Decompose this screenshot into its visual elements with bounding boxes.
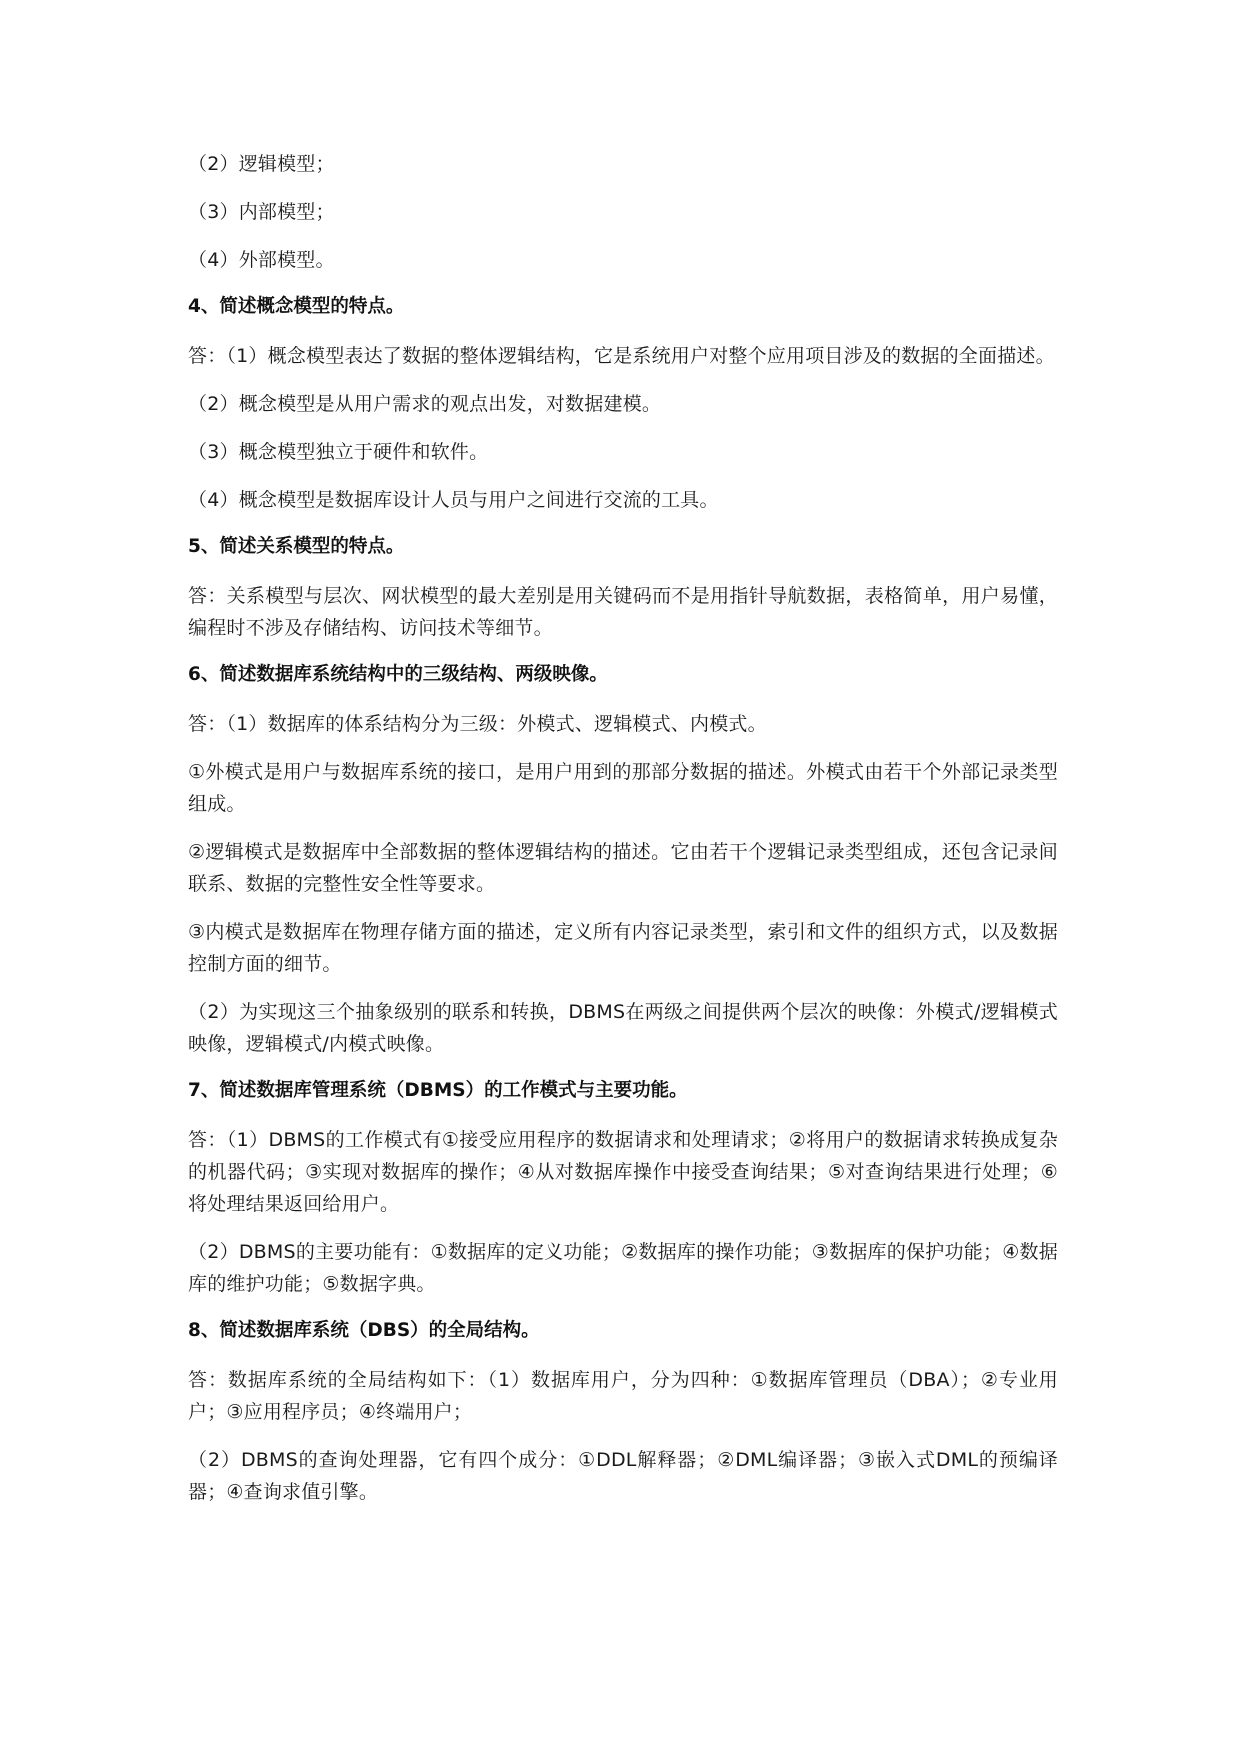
question-heading: 7、简述数据库管理系统（DBMS）的工作模式与主要功能。 [188, 1080, 688, 1101]
answer-paragraph: （2）DBMS的主要功能有：①数据库的定义功能；②数据库的操作功能；③数据库的保护功能；④数据库的维护功能；⑤数据字典。 [188, 1241, 1058, 1295]
list-item: （4）外部模型。 [188, 249, 335, 271]
question-heading: 4、简述概念模型的特点。 [188, 296, 405, 317]
answer-paragraph: 答：（1）概念模型表达了数据的整体逻辑结构，它是系统用户对整个应用项目涉及的数据的全面描述。 [188, 345, 1055, 367]
list-item: （2）逻辑模型； [188, 153, 335, 175]
answer-paragraph: （4）概念模型是数据库设计人员与用户之间进行交流的工具。 [188, 489, 719, 511]
answer-paragraph: ①外模式是用户与数据库系统的接口，是用户用到的那部分数据的描述。外模式由若干个外部记录类型组成。 [188, 761, 1058, 815]
answer-paragraph: （3）概念模型独立于硬件和软件。 [188, 441, 489, 463]
answer-paragraph: 答：关系模型与层次、网状模型的最大差别是用关键码而不是用指针导航数据，表格简单，用户易懂，编程时不涉及存储结构、访问技术等细节。 [188, 585, 1058, 639]
question-heading: 8、简述数据库系统（DBS）的全局结构。 [188, 1320, 540, 1341]
answer-paragraph: （2）概念模型是从用户需求的观点出发，对数据建模。 [188, 393, 662, 415]
answer-paragraph: （2）为实现这三个抽象级别的联系和转换，DBMS在两级之间提供两个层次的映像：外模式/逻辑模式映像，逻辑模式/内模式映像。 [188, 1001, 1058, 1055]
document-page [188, 148, 1058, 1524]
list-item: （3）内部模型； [188, 201, 335, 223]
question-heading: 5、简述关系模型的特点。 [188, 536, 405, 557]
answer-paragraph: 答：数据库系统的全局结构如下：（1）数据库用户，分为四种：①数据库管理员（DBA）；②专业用户；③应用程序员；④终端用户； [188, 1369, 1058, 1423]
answer-paragraph: （2）DBMS的查询处理器，它有四个成分：①DDL解释器；②DML编译器；③嵌入式DML的预编译器；④查询求值引擎。 [188, 1449, 1058, 1503]
answer-paragraph: 答：（1）数据库的体系结构分为三级：外模式、逻辑模式、内模式。 [188, 713, 767, 735]
answer-paragraph: ③内模式是数据库在物理存储方面的描述，定义所有内容记录类型，索引和文件的组织方式，以及数据控制方面的细节。 [188, 921, 1058, 975]
question-heading: 6、简述数据库系统结构中的三级结构、两级映像。 [188, 664, 608, 685]
answer-paragraph: 答：（1）DBMS的工作模式有①接受应用程序的数据请求和处理请求；②将用户的数据请求转换成复杂的机器代码；③实现对数据库的操作；④从对数据库操作中接受查询结果；⑤对查询结果进行处理；⑥将处理结果返回给用户。 [188, 1129, 1058, 1215]
answer-paragraph: ②逻辑模式是数据库中全部数据的整体逻辑结构的描述。它由若干个逻辑记录类型组成，还包含记录间联系、数据的完整性安全性等要求。 [188, 841, 1058, 895]
